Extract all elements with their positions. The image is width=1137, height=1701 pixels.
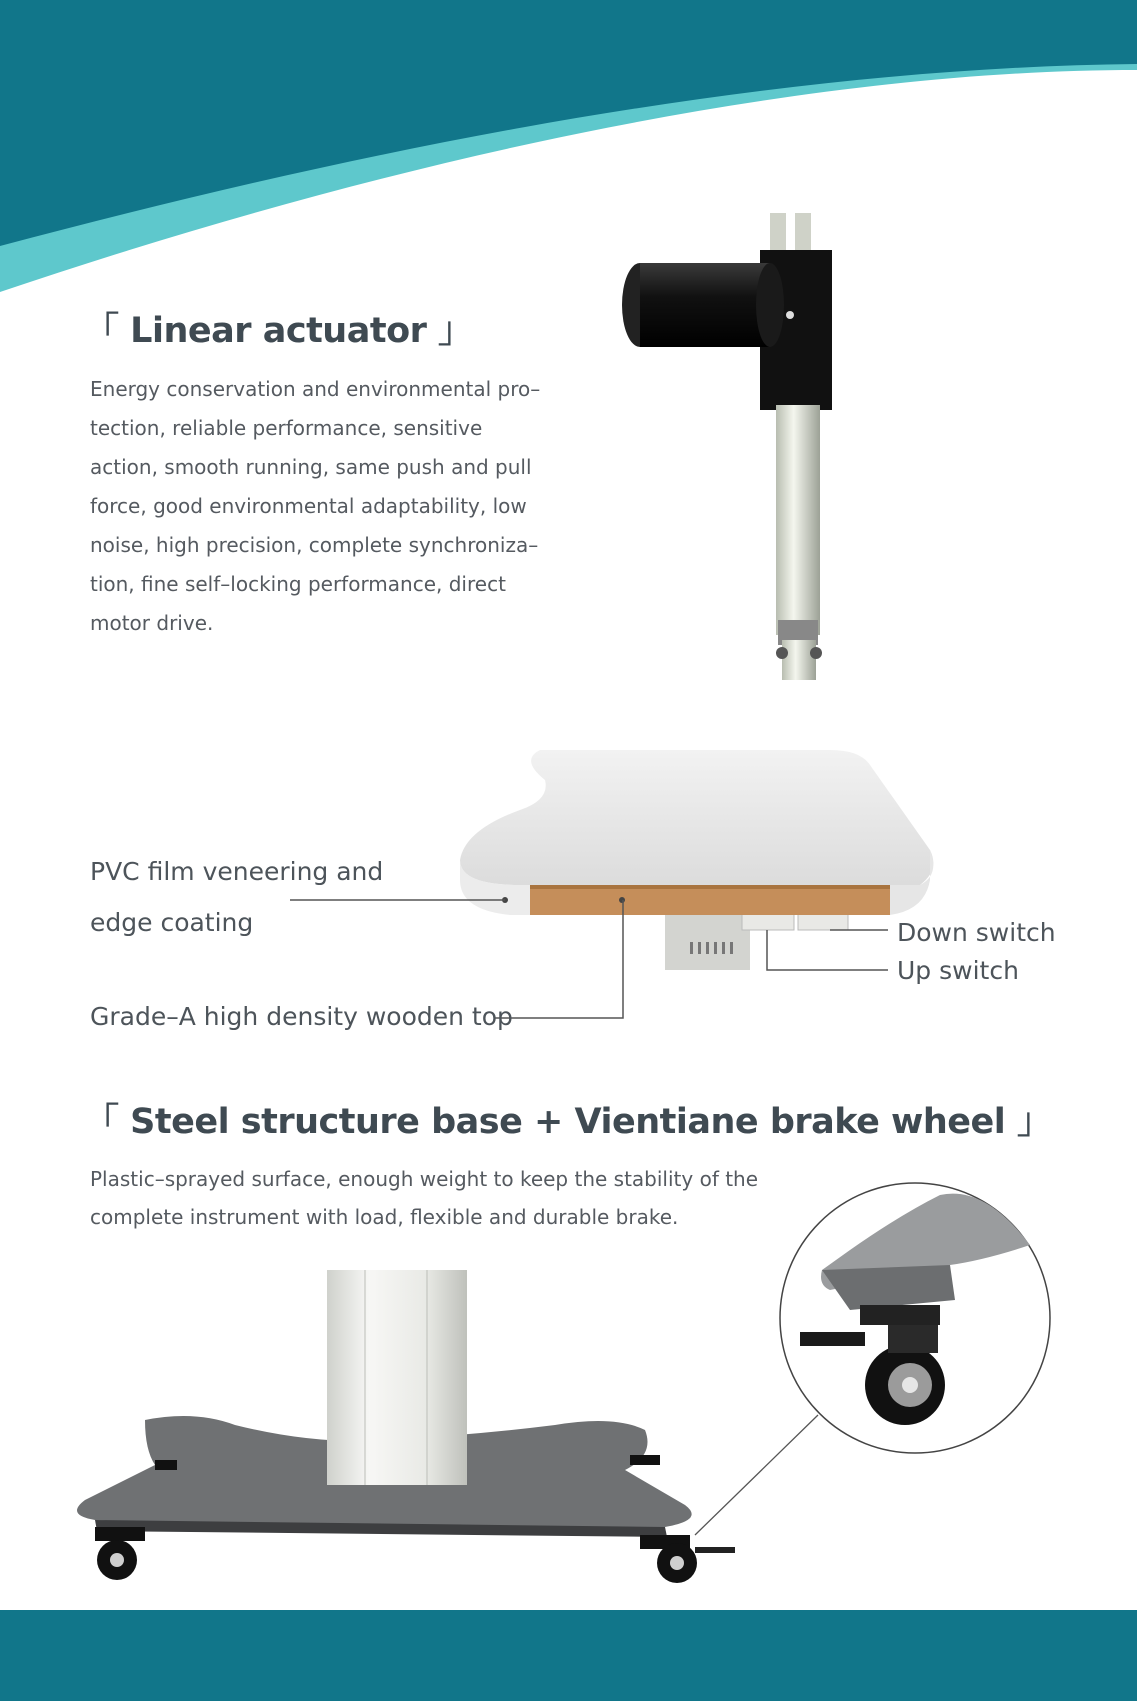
description-line: action, smooth running, same push and pull xyxy=(90,455,532,479)
description-line: complete instrument with load, flexible and durable brake. xyxy=(90,1205,679,1229)
pvc-film-callout-line1: PVC film veneering and xyxy=(90,857,384,886)
linear-actuator-title: 「 Linear actuator 」 xyxy=(84,311,473,351)
description-line: motor drive. xyxy=(90,611,214,635)
description-line: tion, fine self–locking performance, direct xyxy=(90,572,506,596)
description-line: noise, high precision, complete synchroniza– xyxy=(90,533,539,557)
wooden-top-callout: Grade–A high density wooden top xyxy=(90,1002,513,1031)
steel-base-title: 「 Steel structure base + Vientiane brake wheel 」 xyxy=(84,1102,1052,1142)
description-line: tection, reliable performance, sensitive xyxy=(90,416,483,440)
up-switch-callout: Up switch xyxy=(897,956,1019,985)
description-line: Plastic–sprayed surface, enough weight to keep the stability of the xyxy=(90,1167,759,1191)
bottom-banner xyxy=(0,1610,1137,1701)
description-line: force, good environmental adaptability, low xyxy=(90,494,527,518)
pvc-film-callout-line2: edge coating xyxy=(90,908,254,937)
description-line: Energy conservation and environmental pro– xyxy=(90,377,541,401)
down-switch-callout: Down switch xyxy=(897,918,1056,947)
